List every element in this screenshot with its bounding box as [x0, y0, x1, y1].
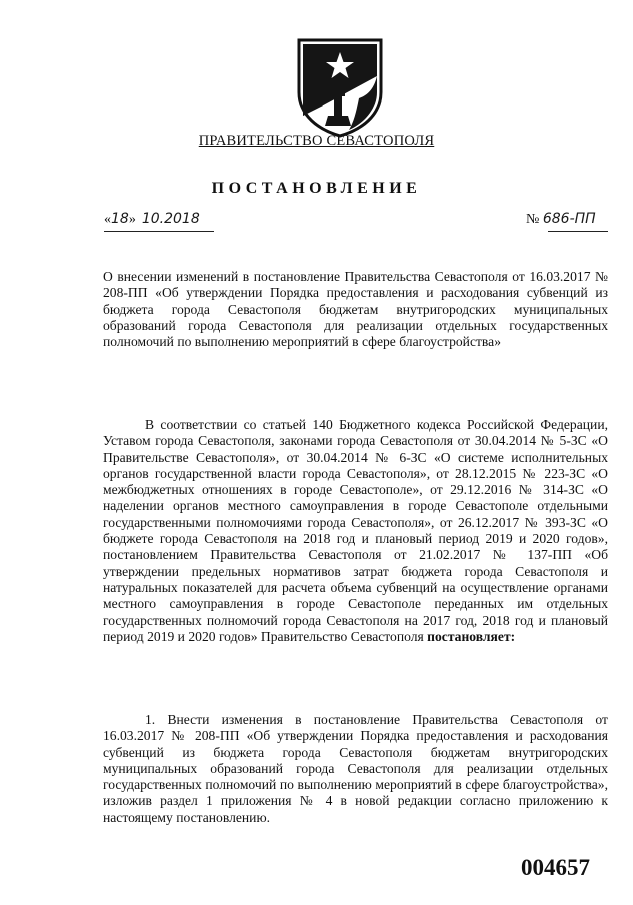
date-day: 18: [111, 211, 129, 227]
document-date: [104, 211, 216, 233]
document-type-title: ПОСТАНОВЛЕНИЕ: [211, 180, 422, 197]
document-subject: О внесении изменений в постановление Правительства Севастополя от 16.03.2017 № 208-ПП «Об утверждении Порядка предоставления и расходования субвенций из бюджета города Севастополя бюджетам внутригородских муниципальных образований города Севастополя для реализации отдельных государственных полномочий по выполнению мероприятий в сфере благоустройства»: [103, 269, 608, 350]
date-close-quote: »: [128, 212, 136, 227]
date-month-year: 10.2018: [141, 211, 200, 227]
preamble-paragraph: [103, 417, 608, 645]
number-underline: [548, 231, 608, 232]
number-prefix: №: [526, 212, 540, 227]
document-number: [526, 211, 616, 233]
preamble-text: В соответствии со статьей 140 Бюджетного кодекса Российской Федерации, Уставом города Севастополя, законами города Севастополя от 30.04.2014 № 5-ЗС «О Правительстве Севастополя», от 30.04.2014 № 6-ЗС «О системе исполнительных органов государственной власти города Севастополя», от 28.12.2015 № 223-ЗС «О межбюджетных отношениях в городе Севастополе», от 29.12.2016 № 314-ЗС «О наделении органов местного самоуправления в городе Севастополе отдельными государственными полномочиями города Севастополя», от 26.12.2017 № 393-ЗС «О бюджете города Севастополя на 2018 год и плановый период 2019 и 2020 годов», постановлением Правительства Севастополя от 21.02.2017 № 137-ПП «Об утверждении предельных нормативов затрат бюджета города Севастополя и натуральных показателей для расчета объема субвенций на осуществление органами местного самоуправления в городе Севастополе переданных им отдельных государственных полномочий города Севастополя на 2017 год, 2018 год и плановый период 2019 и 2020 годов» Правительство Севастополя: [103, 417, 608, 644]
resolves-keyword: постановляет:: [427, 628, 516, 644]
clause-1-paragraph: 1. Внести изменения в постановление Правительства Севастополя от 16.03.2017 № 208-ПП «Об утверждении Порядка предоставления и расходования субвенций из бюджета города Севастополя бюджетам внутригородских муниципальных образований города Севастополя для реализации отдельных государственных полномочий по выполнению мероприятий в сфере благоустройства», изложив раздел 1 приложения № 4 в новой редакции согласно приложению к настоящему постановлению.: [103, 712, 608, 825]
coat-of-arms-sevastopol: [293, 36, 387, 138]
date-open-quote: «: [104, 212, 111, 227]
form-serial-number: 004657: [521, 855, 590, 880]
government-name: ПРАВИТЕЛЬСТВО СЕВАСТОПОЛЯ: [198, 133, 435, 149]
number-value: 686-ПП: [542, 211, 596, 227]
date-underline: [104, 231, 214, 232]
